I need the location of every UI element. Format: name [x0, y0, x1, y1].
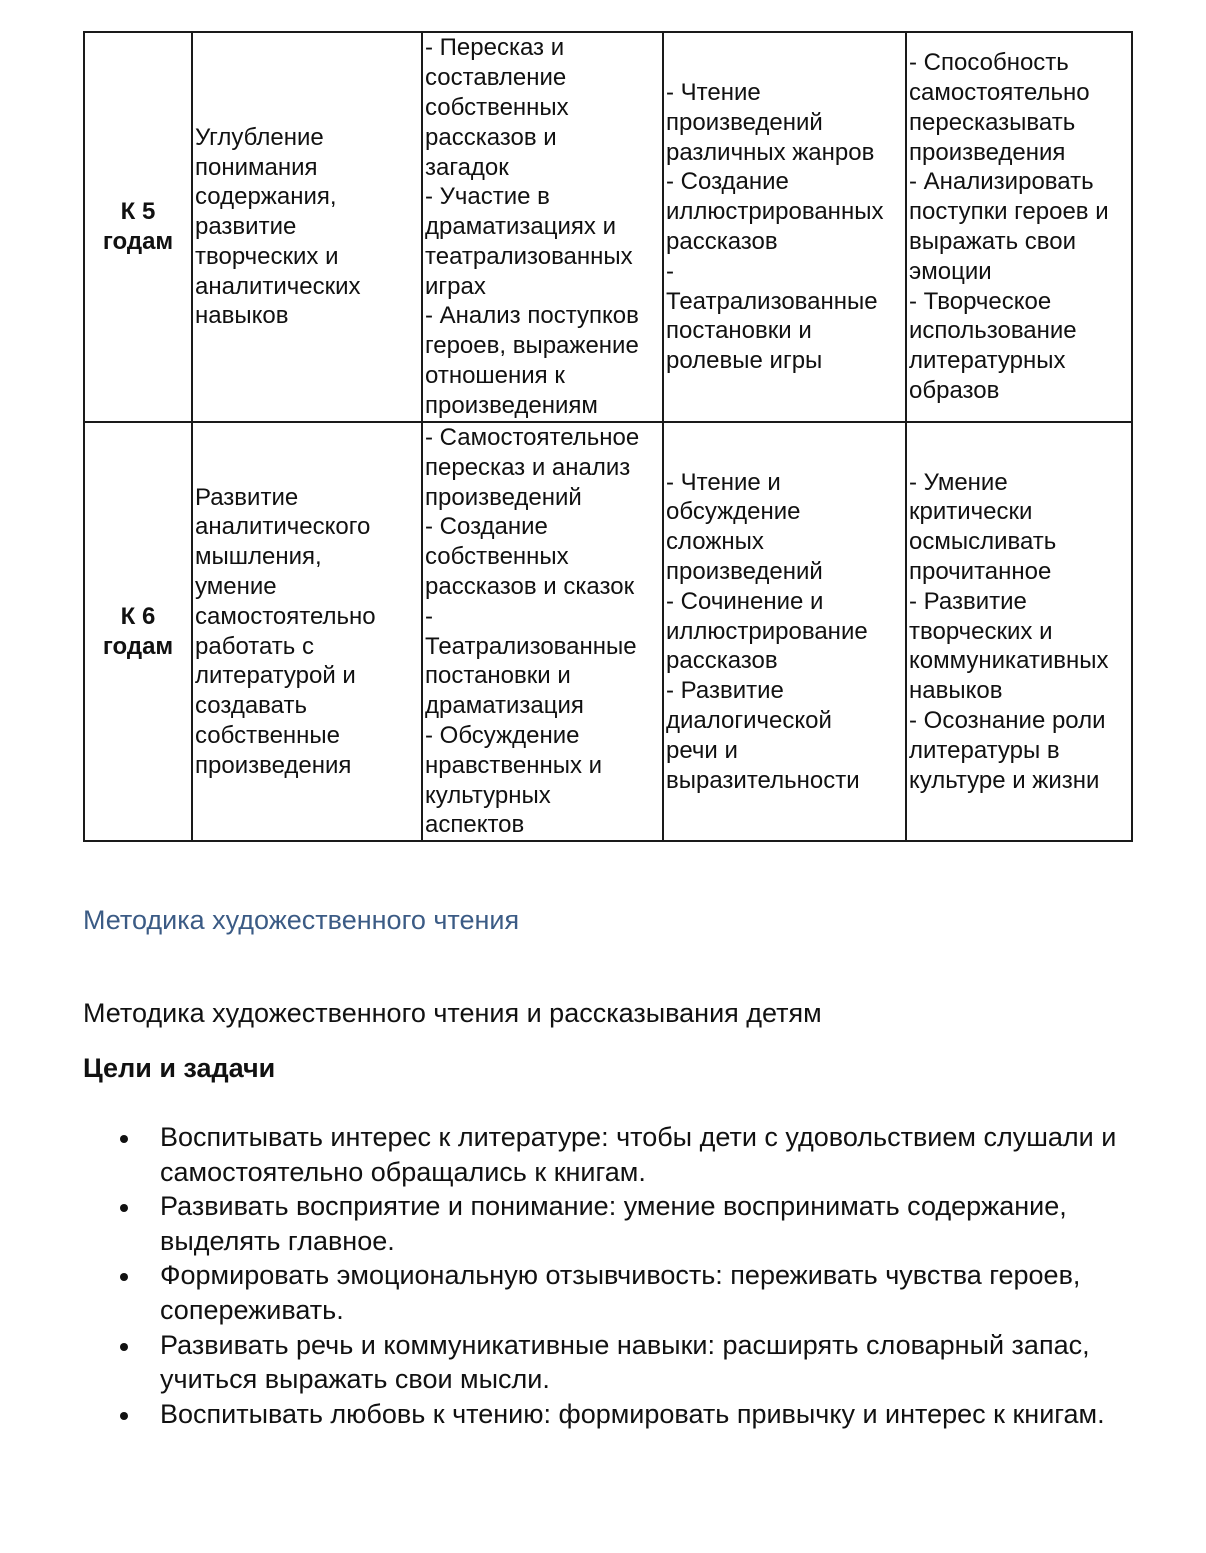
list-item	[160, 1258, 1130, 1327]
age-stages-table	[83, 31, 1133, 842]
bullet-icon	[120, 1412, 128, 1420]
goal-cell: Развитие аналитического мышления, умение самостоятельно работать с литературой и создавать собственные произведения	[192, 422, 422, 841]
forms-cell: - Чтение и обсуждение сложных произведений - Сочинение и иллюстрирование рассказов - Развитие диалогической речи и выразительности	[663, 422, 906, 841]
forms-cell: - Чтение произведений различных жанров - Создание иллюстрированных рассказов - Театрализованные постановки и ролевые игры	[663, 32, 906, 422]
list-item	[160, 1397, 1130, 1432]
results-cell: - Умение критически осмысливать прочитанное - Развитие творческих и коммуникативных навыков - Осознание роли литературы в культуре и жизни	[906, 422, 1132, 841]
document-title: Методика художественного чтения и рассказывания детям	[83, 998, 822, 1028]
activities-cell: - Самостоятельное пересказ и анализ произведений - Создание собственных рассказов и сказок - Театрализованные постановки и драматизация - Обсуждение нравственных и культурных аспектов	[422, 422, 663, 841]
list-item	[160, 1328, 1130, 1397]
bullet-icon	[120, 1135, 128, 1143]
goals-list	[160, 1120, 1130, 1431]
goal-cell: Углубление понимания содержания, развитие творческих и аналитических навыков	[192, 32, 422, 422]
list-item-text: Воспитывать интерес к литературе: чтобы дети с удовольствием слушали и самостоятельно обращались к книгам.	[160, 1122, 1117, 1187]
list-item-text: Воспитывать любовь к чтению: формировать привычку и интерес к книгам.	[160, 1398, 1105, 1429]
activities-cell: - Пересказ и составление собственных рассказов и загадок - Участие в драматизациях и театрализованных играх - Анализ поступков героев, выражение отношения к произведениям	[422, 32, 663, 422]
list-item-text: Развивать речь и коммуникативные навыки: расширять словарный запас, учиться выражать свои мысли.	[160, 1329, 1090, 1395]
list-item-text: Развивать восприятие и понимание: умение воспринимать содержание, выделять главное.	[160, 1191, 1067, 1256]
table-row	[84, 422, 1132, 841]
age-cell: К 5 годам	[84, 32, 192, 422]
goals-heading: Цели и задачи	[83, 1053, 276, 1083]
section-heading: Методика художественного чтения	[83, 905, 520, 935]
list-item-text: Формировать эмоциональную отзывчивость: переживать чувства героев, сопереживать.	[160, 1260, 1081, 1325]
bullet-icon	[120, 1273, 128, 1281]
table-row	[84, 32, 1132, 422]
results-cell: - Способность самостоятельно пересказывать произведения - Анализировать поступки героев и выражать свои эмоции - Творческое использование литературных образов	[906, 32, 1132, 422]
age-cell: К 6 годам	[84, 422, 192, 841]
bullet-icon	[120, 1343, 128, 1351]
bullet-icon	[120, 1204, 128, 1212]
list-item	[160, 1189, 1130, 1258]
list-item	[160, 1120, 1130, 1189]
